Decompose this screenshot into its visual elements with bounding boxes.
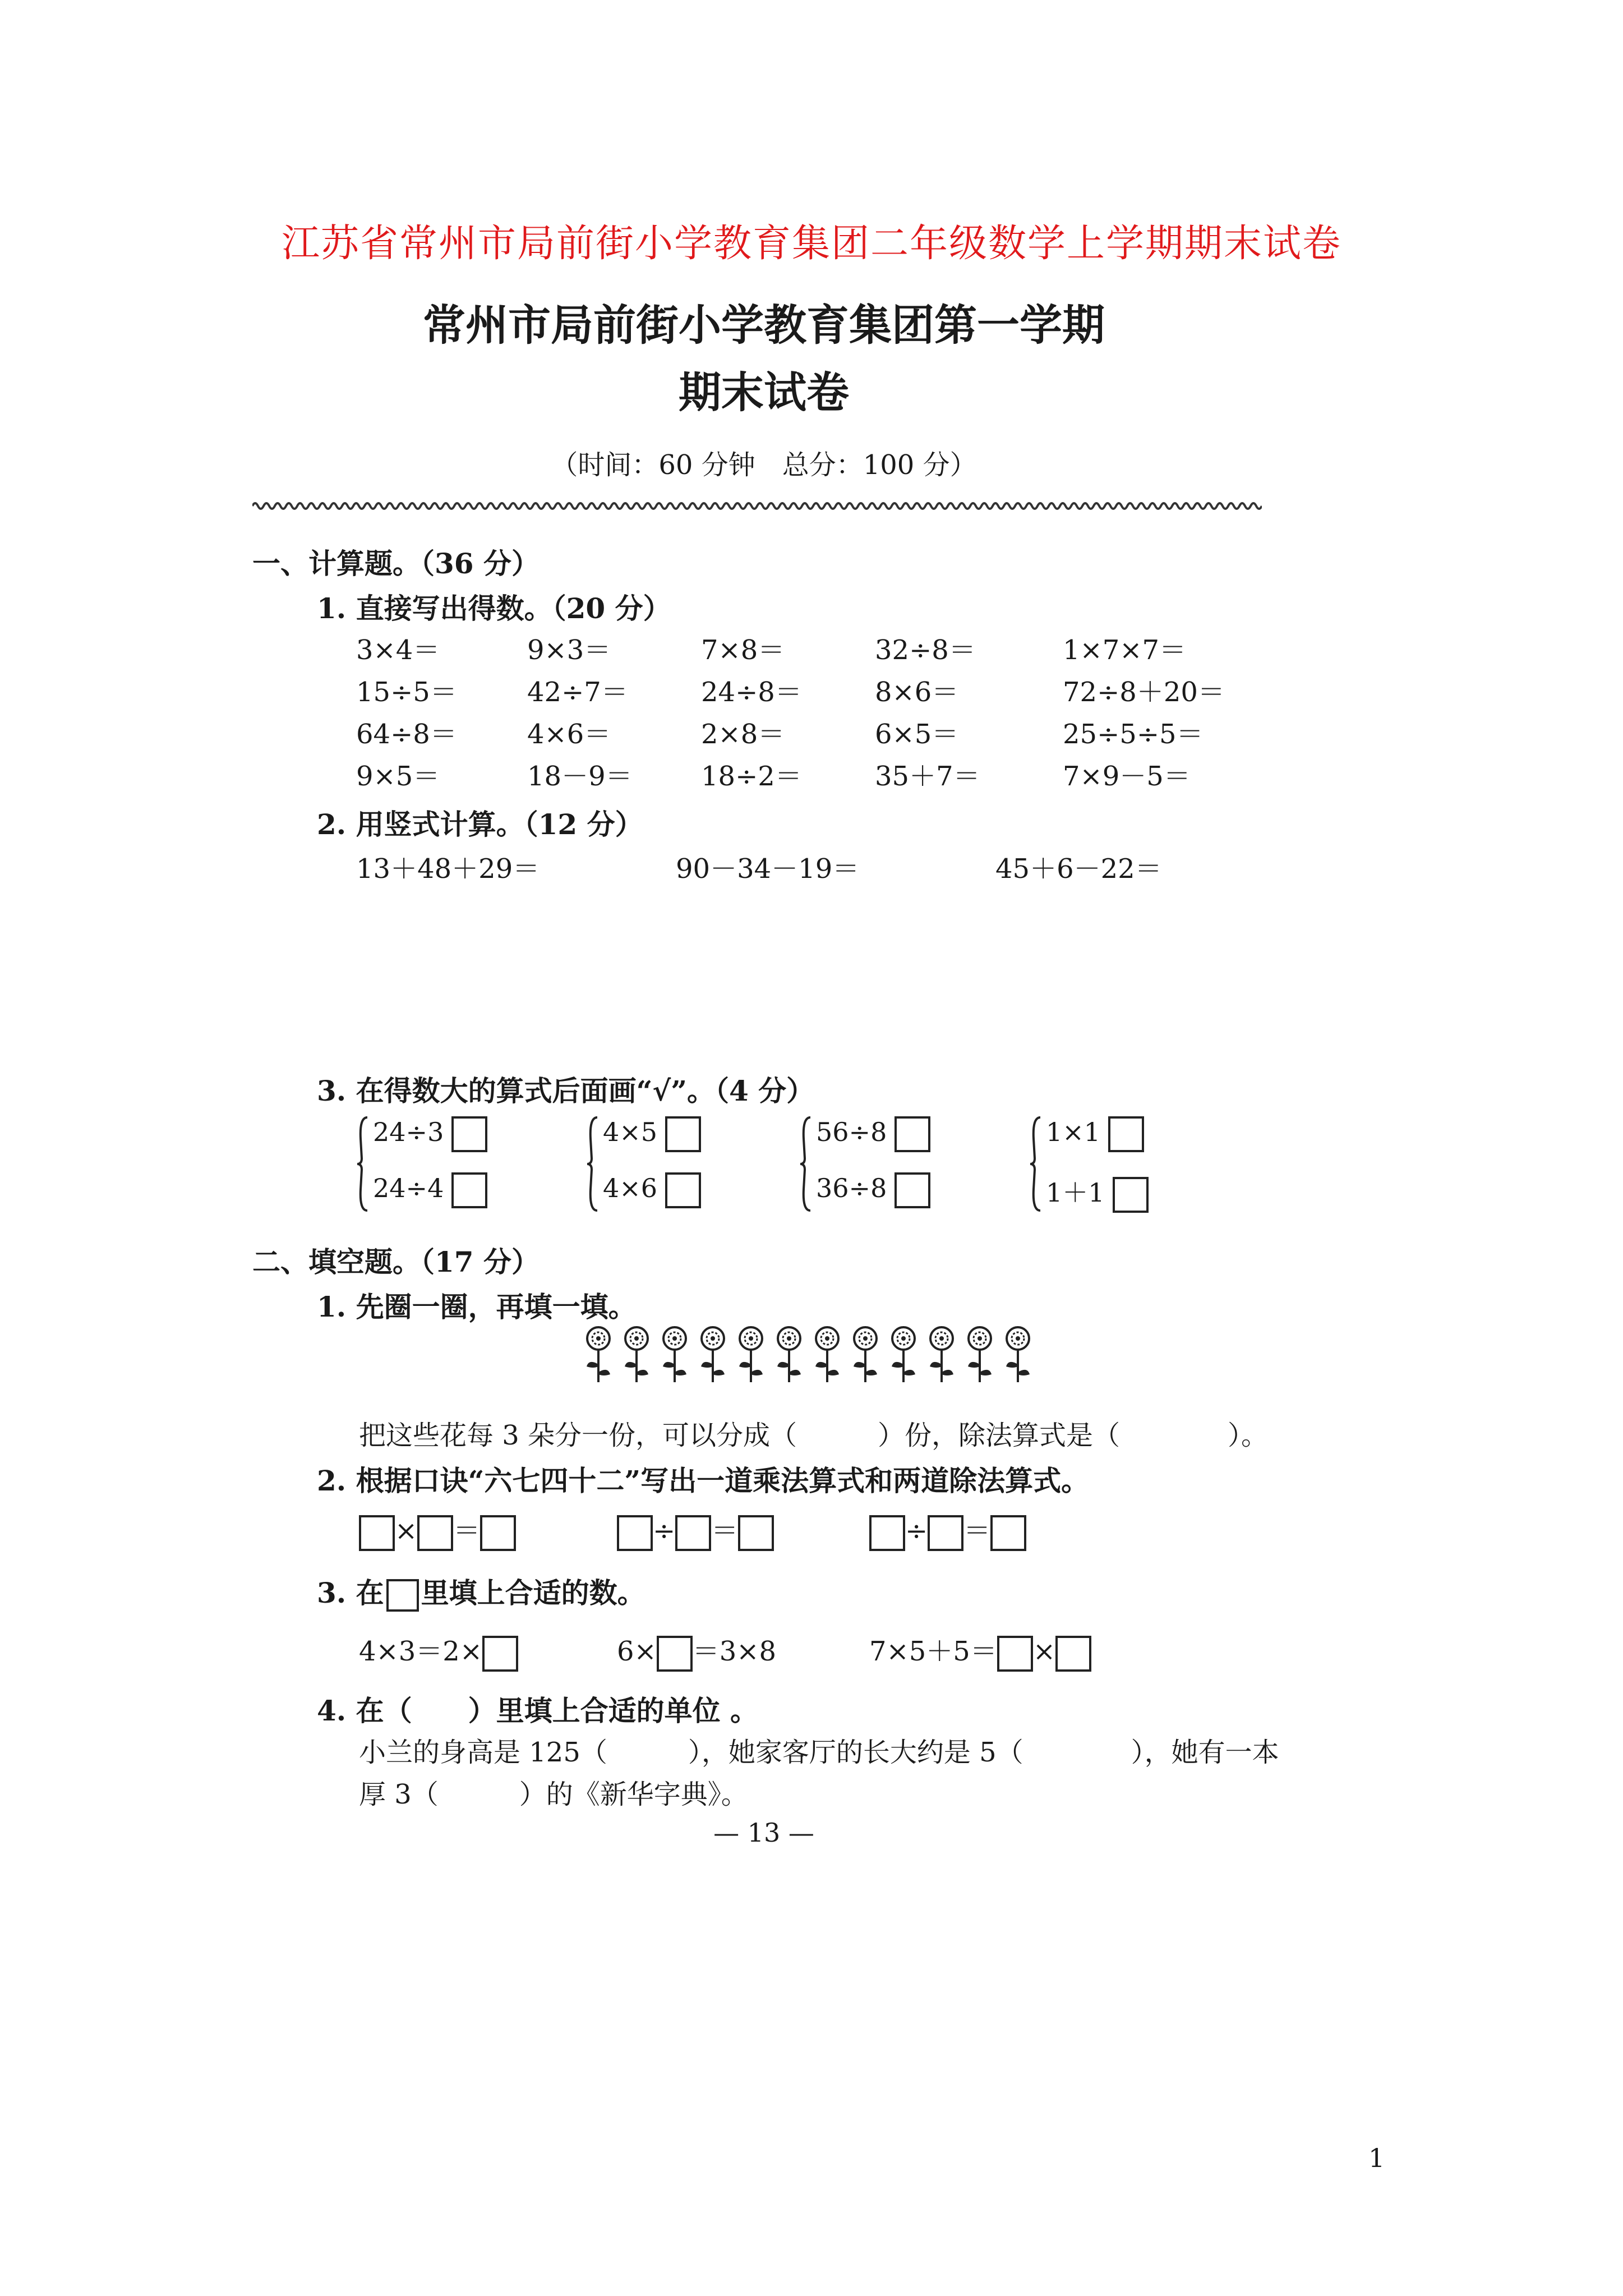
pair4-bottom-answer-box[interactable] (1113, 1177, 1149, 1213)
div2-box-3[interactable] (990, 1515, 1026, 1551)
flower-row (583, 1324, 1033, 1386)
mul-box-2[interactable] (417, 1515, 453, 1551)
vertical-calc-3: 45＋6－22＝ (995, 853, 1162, 885)
oral-calc-item: 18－9＝ (527, 761, 633, 792)
fill-eq-1 (359, 1630, 518, 1672)
oral-calc-item: 64÷8＝ (356, 719, 457, 750)
multiplication-equation (359, 1509, 516, 1551)
s2-q3-title-box (386, 1579, 419, 1612)
exam-title-line1: 常州市局前街小学教育集团第一学期 (423, 300, 1105, 350)
fill-eq-2-text-pre: 6× (617, 1636, 657, 1667)
flower-icon (926, 1324, 957, 1386)
oral-calc-item: 7×9－5＝ (1063, 761, 1191, 792)
oral-calc-item: 35＋7＝ (875, 761, 980, 792)
flower-icon (736, 1324, 766, 1386)
div2-eq: ＝ (963, 1515, 991, 1547)
div1-box-2[interactable] (675, 1515, 711, 1551)
s2-q4-line1: 小兰的身高是 125（ ），她家客厅的长大约是 5（ ），她有一本 (359, 1737, 1279, 1768)
oral-calc-item: 9×3＝ (527, 634, 611, 666)
flower-icon (583, 1324, 614, 1386)
fill-eq-3 (869, 1630, 1091, 1672)
flower-icon (621, 1324, 652, 1386)
div2-op: ÷ (905, 1515, 928, 1547)
fill-eq-1-box[interactable] (482, 1636, 518, 1672)
wavy-divider (252, 499, 1262, 513)
s2-q1-text: 把这些花每 3 朵分一份，可以分成（ ）份，除法算式是（ ）。 (359, 1420, 1269, 1451)
pair3-top-answer-box[interactable] (895, 1116, 930, 1152)
mul-eq: ＝ (453, 1515, 481, 1547)
oral-calc-item: 18÷2＝ (701, 761, 802, 792)
page-footer: — 13 — (713, 1818, 814, 1848)
flower-icon (1003, 1324, 1033, 1386)
s1-q3-title: 3. 在得数大的算式后面画“√”。（4 分） (317, 1074, 815, 1107)
oral-calc-item: 15÷5＝ (356, 677, 457, 708)
oral-calc-item: 24÷8＝ (701, 677, 802, 708)
div2-box-1[interactable] (869, 1515, 905, 1551)
page-number: 1 (1368, 2143, 1385, 2173)
flower-icon (850, 1324, 880, 1386)
fill-eq-2 (617, 1630, 776, 1672)
oral-calc-item: 3×4＝ (356, 634, 440, 666)
pair2-top-expr: 4×5 (603, 1117, 658, 1147)
oral-calc-item: 9×5＝ (356, 761, 440, 792)
flower-icon (660, 1324, 690, 1386)
s1-q2-title: 2. 用竖式计算。（12 分） (317, 808, 643, 841)
division-equation-1 (617, 1509, 774, 1551)
brace-icon (587, 1116, 598, 1212)
oral-calc-item: 2×8＝ (701, 719, 785, 750)
oral-calc-item: 7×8＝ (701, 634, 785, 666)
pair4-bottom-expr: 1＋1 (1046, 1177, 1105, 1208)
flower-icon (774, 1324, 804, 1386)
fill-eq-2-box[interactable] (657, 1636, 693, 1672)
oral-calc-item: 42÷7＝ (527, 677, 628, 708)
pair2-bottom-answer-box[interactable] (665, 1172, 701, 1208)
fill-eq-3-box-1[interactable] (997, 1636, 1033, 1672)
pair1-top-answer-box[interactable] (451, 1116, 487, 1152)
s2-q3-title-post: 里填上合适的数。 (421, 1576, 645, 1609)
flower-icon (812, 1324, 842, 1386)
div1-box-3[interactable] (738, 1515, 774, 1551)
s2-q3-title (317, 1571, 645, 1612)
pair3-top-expr: 56÷8 (816, 1117, 887, 1147)
flower-icon (965, 1324, 995, 1386)
oral-calc-item: 32÷8＝ (875, 634, 976, 666)
document-red-title: 江苏省常州市局前街小学教育集团二年级数学上学期期末试卷 (281, 222, 1341, 266)
oral-calc-item: 25÷5÷5＝ (1063, 719, 1204, 750)
fill-eq-3-op: × (1032, 1636, 1056, 1667)
pair1-bottom-expr: 24÷4 (373, 1173, 444, 1203)
time-score-info: （时间：60 分钟 总分：100 分） (551, 449, 977, 481)
s1-q1-title: 1. 直接写出得数。（20 分） (317, 592, 671, 625)
pair2-top-answer-box[interactable] (665, 1116, 701, 1152)
flower-icon (888, 1324, 919, 1386)
div1-eq: ＝ (711, 1515, 739, 1547)
div2-box-2[interactable] (928, 1515, 963, 1551)
s2-q4-title: 4. 在（ ）里填上合适的单位 。 (317, 1694, 759, 1727)
vertical-calc-2: 90－34－19＝ (676, 853, 860, 885)
flower-icon (698, 1324, 728, 1386)
mul-box-3[interactable] (480, 1515, 516, 1551)
brace-icon (1030, 1116, 1041, 1212)
pair2-bottom-expr: 4×6 (603, 1173, 658, 1203)
fill-eq-3-text: 7×5＋5＝ (869, 1636, 997, 1667)
division-equation-2 (869, 1509, 1026, 1551)
pair4-top-expr: 1×1 (1046, 1117, 1101, 1147)
brace-icon (800, 1116, 811, 1212)
s2-q1-title: 1. 先圈一圈，再填一填。 (317, 1290, 637, 1323)
fill-eq-3-box-2[interactable] (1055, 1636, 1091, 1672)
vertical-calc-1: 13＋48＋29＝ (356, 853, 540, 885)
section2-title: 二、填空题。（17 分） (252, 1245, 540, 1278)
pair4-top-answer-box[interactable] (1108, 1116, 1144, 1152)
oral-calc-item: 8×6＝ (875, 677, 959, 708)
pair1-bottom-answer-box[interactable] (451, 1172, 487, 1208)
s2-q4-line2: 厚 3（ ）的《新华字典》。 (359, 1779, 748, 1810)
oral-calc-item: 6×5＝ (875, 719, 959, 750)
pair1-top-expr: 24÷3 (373, 1117, 444, 1147)
s2-q2-title: 2. 根据口诀“六七四十二”写出一道乘法算式和两道除法算式。 (317, 1464, 1090, 1497)
s2-q3-title-pre: 3. 在 (317, 1576, 384, 1609)
fill-eq-1-text: 4×3＝2× (359, 1636, 483, 1667)
exam-title (0, 292, 1528, 426)
oral-calc-item: 4×6＝ (527, 719, 611, 750)
pair3-bottom-expr: 36÷8 (816, 1173, 887, 1203)
div1-op: ÷ (653, 1515, 676, 1547)
exam-title-line2: 期末试卷 (679, 367, 849, 417)
pair3-bottom-answer-box[interactable] (895, 1172, 930, 1208)
mul-box-1[interactable] (359, 1515, 395, 1551)
oral-calc-item: 1×7×7＝ (1063, 634, 1187, 666)
section1-title: 一、计算题。（36 分） (252, 547, 540, 580)
mul-op: × (395, 1515, 418, 1547)
brace-icon (357, 1116, 368, 1212)
div1-box-1[interactable] (617, 1515, 653, 1551)
fill-eq-2-text-post: ＝3×8 (692, 1636, 777, 1667)
oral-calc-item: 72÷8＋20＝ (1063, 677, 1225, 708)
